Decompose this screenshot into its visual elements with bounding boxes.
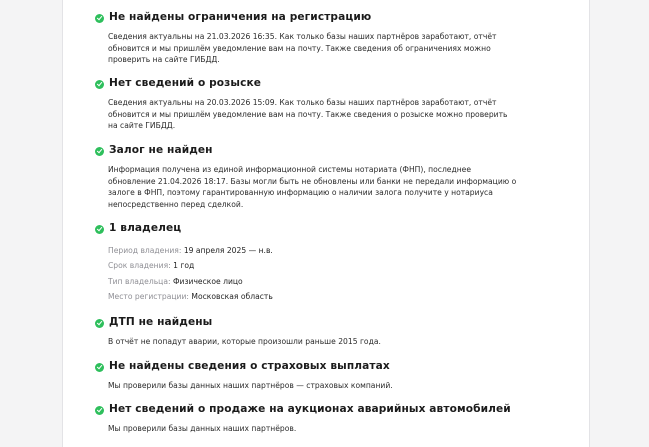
section-description: В отчёт не попадут аварии, которые произошли раньше 2015 года. (108, 337, 381, 346)
section-description: Информация получена из единой информационной системы нотариата (ФНП), последнее обновление 21.04.2026 18:17. Базы могли быть не обновлены или банки не передали информацию о залоге в ФНП, поэтому гарантированную информацию о наличии залога получите у нотариуса непосредственно перед сделкой. (108, 165, 517, 209)
registration-place: Место регистрации: Московская область (108, 291, 273, 301)
section-wanted (95, 77, 545, 132)
section-owners (95, 222, 545, 306)
check-circle-icon (95, 147, 104, 156)
section-title: Не найдены сведения о страховых выплатах (109, 360, 390, 372)
check-circle-icon (95, 406, 104, 415)
section-title: Залог не найден (109, 144, 213, 156)
section-auction-sales (95, 403, 545, 435)
section-title: Нет сведений о продаже на аукционах аварийных автомобилей (109, 403, 511, 415)
section-title: Не найдены ограничения на регистрацию (109, 11, 372, 23)
section-pledge (95, 144, 545, 210)
ownership-duration: Срок владения: 1 год (108, 261, 195, 271)
section-accidents (95, 316, 545, 348)
check-circle-icon (95, 319, 104, 328)
section-description: Сведения актуальны на 21.03.2026 16:35. Как только базы наших партнёров заработают, отчёт обновится и мы пришлём уведомление вам на почту. Также сведения об ограничениях можно проверить на сайте ГИБДД. (108, 32, 497, 64)
section-title: Нет сведений о розыске (109, 77, 262, 89)
owner-type: Тип владельца: Физическое лицо (108, 276, 243, 286)
section-title: 1 владелец (109, 222, 182, 234)
check-circle-icon (95, 14, 104, 23)
section-description: Мы проверили базы данных наших партнёров — страховых компаний. (108, 381, 393, 390)
section-description: Мы проверили базы данных наших партнёров. (108, 424, 297, 433)
section-registration-restrictions (95, 11, 545, 66)
check-circle-icon (95, 80, 104, 89)
ownership-period: Период владения: 19 апреля 2025 — н.в. (108, 246, 273, 255)
check-circle-icon (95, 225, 104, 234)
section-description: Сведения актуальны на 20.03.2026 15:09. Как только базы наших партнёров заработают, отчёт обновится и мы пришлём уведомление вам на почту. Также сведения о розыске можно проверить на сайте ГИБДД. (108, 98, 508, 130)
section-title: ДТП не найдены (109, 316, 213, 328)
check-circle-icon (95, 363, 104, 372)
section-insurance-payments (95, 360, 545, 392)
